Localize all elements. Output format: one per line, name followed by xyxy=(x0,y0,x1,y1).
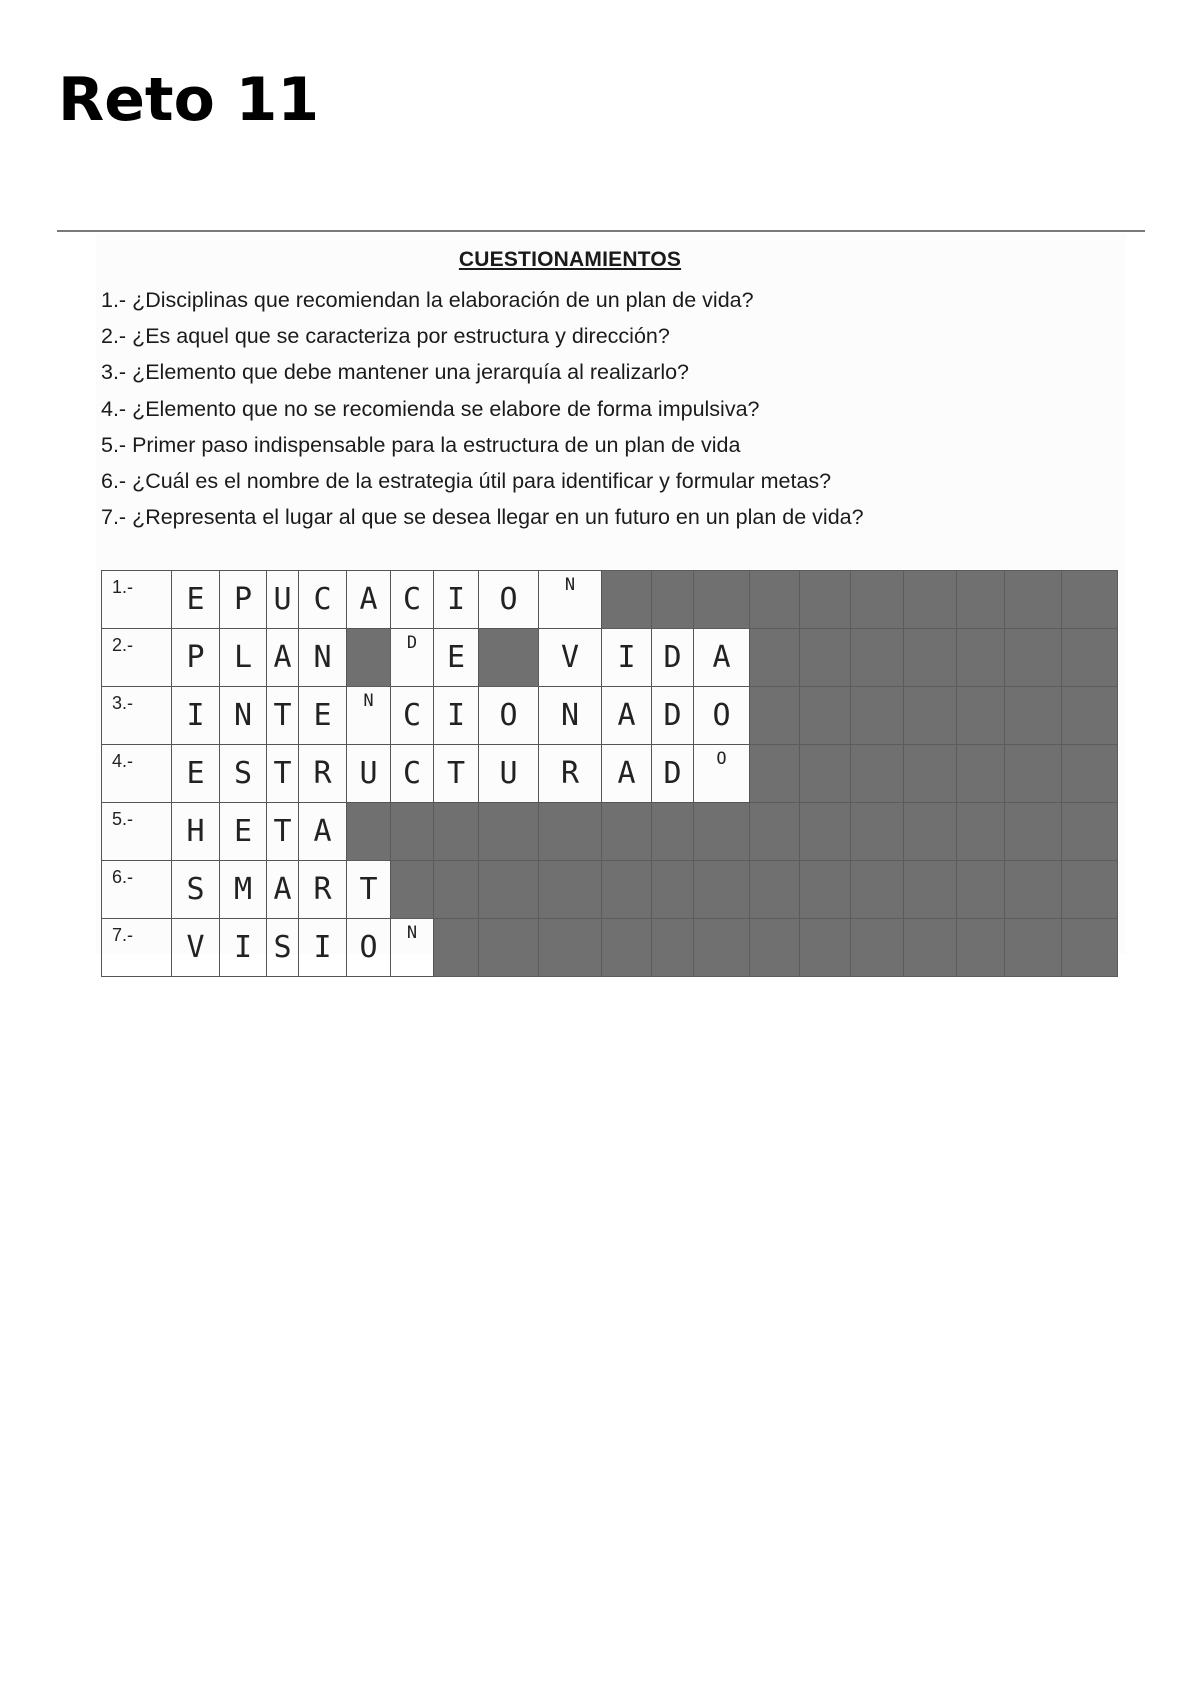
letter-cell: N xyxy=(539,687,602,745)
shaded-cell xyxy=(851,629,904,687)
crossword-row xyxy=(102,861,1118,919)
letter-cell: U xyxy=(267,571,299,629)
shaded-cell xyxy=(750,687,800,745)
questions-list xyxy=(101,284,864,537)
letter-cell: I xyxy=(434,687,479,745)
letter-cell: A xyxy=(299,803,347,861)
letter-cell: C xyxy=(391,745,434,803)
shaded-cell xyxy=(750,629,800,687)
letter-cell: H xyxy=(172,803,220,861)
shaded-cell xyxy=(602,571,652,629)
letter-cell: L xyxy=(220,629,267,687)
letter-cell: A xyxy=(602,687,652,745)
shaded-cell xyxy=(602,861,652,919)
letter-cell: T xyxy=(434,745,479,803)
shaded-cell xyxy=(602,803,652,861)
shaded-cell xyxy=(957,919,1005,977)
shaded-cell xyxy=(347,629,391,687)
shaded-cell xyxy=(652,919,694,977)
letter-cell: C xyxy=(391,687,434,745)
shaded-cell xyxy=(851,745,904,803)
shaded-cell xyxy=(750,803,800,861)
shaded-cell xyxy=(434,803,479,861)
shaded-cell xyxy=(800,629,851,687)
shaded-cell xyxy=(539,861,602,919)
question-item: 4.- ¿Elemento que no se recomienda se elabore de forma impulsiva? xyxy=(101,396,760,421)
letter-cell: O xyxy=(347,919,391,977)
letter-cell: I xyxy=(299,919,347,977)
crossword-row xyxy=(102,803,1118,861)
shaded-cell xyxy=(539,803,602,861)
letter-cell: N xyxy=(347,687,391,745)
shaded-cell xyxy=(800,861,851,919)
row-number: 4.- xyxy=(102,745,172,803)
shaded-cell xyxy=(851,803,904,861)
letter-cell: D xyxy=(391,629,434,687)
letter-cell: C xyxy=(299,571,347,629)
shaded-cell xyxy=(904,919,957,977)
shaded-cell xyxy=(800,745,851,803)
letter-cell: N xyxy=(299,629,347,687)
shaded-cell xyxy=(800,919,851,977)
shaded-cell xyxy=(479,629,539,687)
letter-cell: D xyxy=(652,687,694,745)
shaded-cell xyxy=(652,571,694,629)
letter-cell: E xyxy=(172,745,220,803)
letter-cell: R xyxy=(539,745,602,803)
shaded-cell xyxy=(391,861,434,919)
shaded-cell xyxy=(904,687,957,745)
shaded-cell xyxy=(694,803,750,861)
letter-cell: U xyxy=(479,745,539,803)
letter-cell: A xyxy=(602,745,652,803)
shaded-cell xyxy=(904,803,957,861)
letter-cell: I xyxy=(602,629,652,687)
shaded-cell xyxy=(1005,919,1062,977)
shaded-cell xyxy=(434,861,479,919)
letter-cell: N xyxy=(391,919,434,977)
shaded-cell xyxy=(800,687,851,745)
letter-cell: T xyxy=(267,687,299,745)
letter-cell: A xyxy=(267,861,299,919)
shaded-cell xyxy=(694,861,750,919)
shaded-cell xyxy=(957,861,1005,919)
shaded-cell xyxy=(904,629,957,687)
letter-cell: O xyxy=(479,571,539,629)
letter-cell: S xyxy=(267,919,299,977)
page-title: Reto 11 xyxy=(58,65,320,135)
title-divider xyxy=(57,230,1145,232)
shaded-cell xyxy=(750,571,800,629)
shaded-cell xyxy=(479,861,539,919)
shaded-cell xyxy=(851,919,904,977)
crossword-row xyxy=(102,687,1118,745)
shaded-cell xyxy=(904,745,957,803)
shaded-cell xyxy=(1062,687,1118,745)
row-number: 2.- xyxy=(102,629,172,687)
question-item: 7.- ¿Representa el lugar al que se desea llegar en un futuro en un plan de vida? xyxy=(101,505,864,530)
shaded-cell xyxy=(1062,571,1118,629)
letter-cell: T xyxy=(347,861,391,919)
letter-cell: M xyxy=(220,861,267,919)
letter-cell: V xyxy=(172,919,220,977)
shaded-cell xyxy=(750,861,800,919)
crossword-grid xyxy=(101,570,1118,977)
row-number: 5.- xyxy=(102,803,172,861)
letter-cell: O xyxy=(694,687,750,745)
question-item: 5.- Primer paso indispensable para la estructura de un plan de vida xyxy=(101,432,741,457)
letter-cell: O xyxy=(479,687,539,745)
letter-cell: A xyxy=(267,629,299,687)
letter-cell: S xyxy=(172,861,220,919)
crossword-row xyxy=(102,629,1118,687)
shaded-cell xyxy=(1005,571,1062,629)
shaded-cell xyxy=(479,803,539,861)
shaded-cell xyxy=(750,919,800,977)
row-number: 3.- xyxy=(102,687,172,745)
shaded-cell xyxy=(1005,861,1062,919)
shaded-cell xyxy=(347,803,391,861)
shaded-cell xyxy=(539,919,602,977)
questions-heading: CUESTIONAMIENTOS xyxy=(458,248,682,271)
letter-cell: R xyxy=(299,861,347,919)
row-number: 7.- xyxy=(102,919,172,977)
shaded-cell xyxy=(957,745,1005,803)
shaded-cell xyxy=(957,803,1005,861)
letter-cell: A xyxy=(347,571,391,629)
shaded-cell xyxy=(957,687,1005,745)
shaded-cell xyxy=(750,745,800,803)
letter-cell: T xyxy=(267,803,299,861)
letter-cell: I xyxy=(220,919,267,977)
letter-cell: I xyxy=(172,687,220,745)
letter-cell: N xyxy=(220,687,267,745)
letter-cell: P xyxy=(172,629,220,687)
shaded-cell xyxy=(1062,919,1118,977)
letter-cell: N xyxy=(539,571,602,629)
letter-cell: R xyxy=(299,745,347,803)
shaded-cell xyxy=(957,629,1005,687)
shaded-cell xyxy=(652,803,694,861)
shaded-cell xyxy=(694,919,750,977)
letter-cell: E xyxy=(220,803,267,861)
shaded-cell xyxy=(1005,687,1062,745)
letter-cell: E xyxy=(434,629,479,687)
crossword-row xyxy=(102,571,1118,629)
letter-cell: P xyxy=(220,571,267,629)
shaded-cell xyxy=(479,919,539,977)
letter-cell: T xyxy=(267,745,299,803)
shaded-cell xyxy=(1005,803,1062,861)
shaded-cell xyxy=(957,571,1005,629)
letter-cell: I xyxy=(434,571,479,629)
shaded-cell xyxy=(1062,803,1118,861)
question-item: 6.- ¿Cuál es el nombre de la estrategia útil para identificar y formular metas? xyxy=(101,468,832,493)
letter-cell: S xyxy=(220,745,267,803)
letter-cell: A xyxy=(694,629,750,687)
crossword-row xyxy=(102,919,1118,977)
shaded-cell xyxy=(1062,861,1118,919)
shaded-cell xyxy=(904,571,957,629)
letter-cell: C xyxy=(391,571,434,629)
shaded-cell xyxy=(434,919,479,977)
shaded-cell xyxy=(1062,745,1118,803)
shaded-cell xyxy=(652,861,694,919)
shaded-cell xyxy=(851,571,904,629)
letter-cell: D xyxy=(652,629,694,687)
shaded-cell xyxy=(1062,629,1118,687)
letter-cell: D xyxy=(652,745,694,803)
letter-cell: U xyxy=(347,745,391,803)
letter-cell: O xyxy=(694,745,750,803)
shaded-cell xyxy=(1005,745,1062,803)
shaded-cell xyxy=(602,919,652,977)
letter-cell: E xyxy=(172,571,220,629)
shaded-cell xyxy=(904,861,957,919)
shaded-cell xyxy=(1005,629,1062,687)
row-number: 6.- xyxy=(102,861,172,919)
question-item: 1.- ¿Disciplinas que recomiendan la elaboración de un plan de vida? xyxy=(101,288,754,312)
shaded-cell xyxy=(851,687,904,745)
shaded-cell xyxy=(391,803,434,861)
row-number: 1.- xyxy=(102,571,172,629)
shaded-cell xyxy=(800,571,851,629)
question-item: 2.- ¿Es aquel que se caracteriza por estructura y dirección? xyxy=(101,324,670,349)
letter-cell: E xyxy=(299,687,347,745)
shaded-cell xyxy=(800,803,851,861)
shaded-cell xyxy=(694,571,750,629)
letter-cell: V xyxy=(539,629,602,687)
question-item: 3.- ¿Elemento que debe mantener una jerarquía al realizarlo? xyxy=(101,360,690,385)
crossword-row xyxy=(102,745,1118,803)
shaded-cell xyxy=(851,861,904,919)
